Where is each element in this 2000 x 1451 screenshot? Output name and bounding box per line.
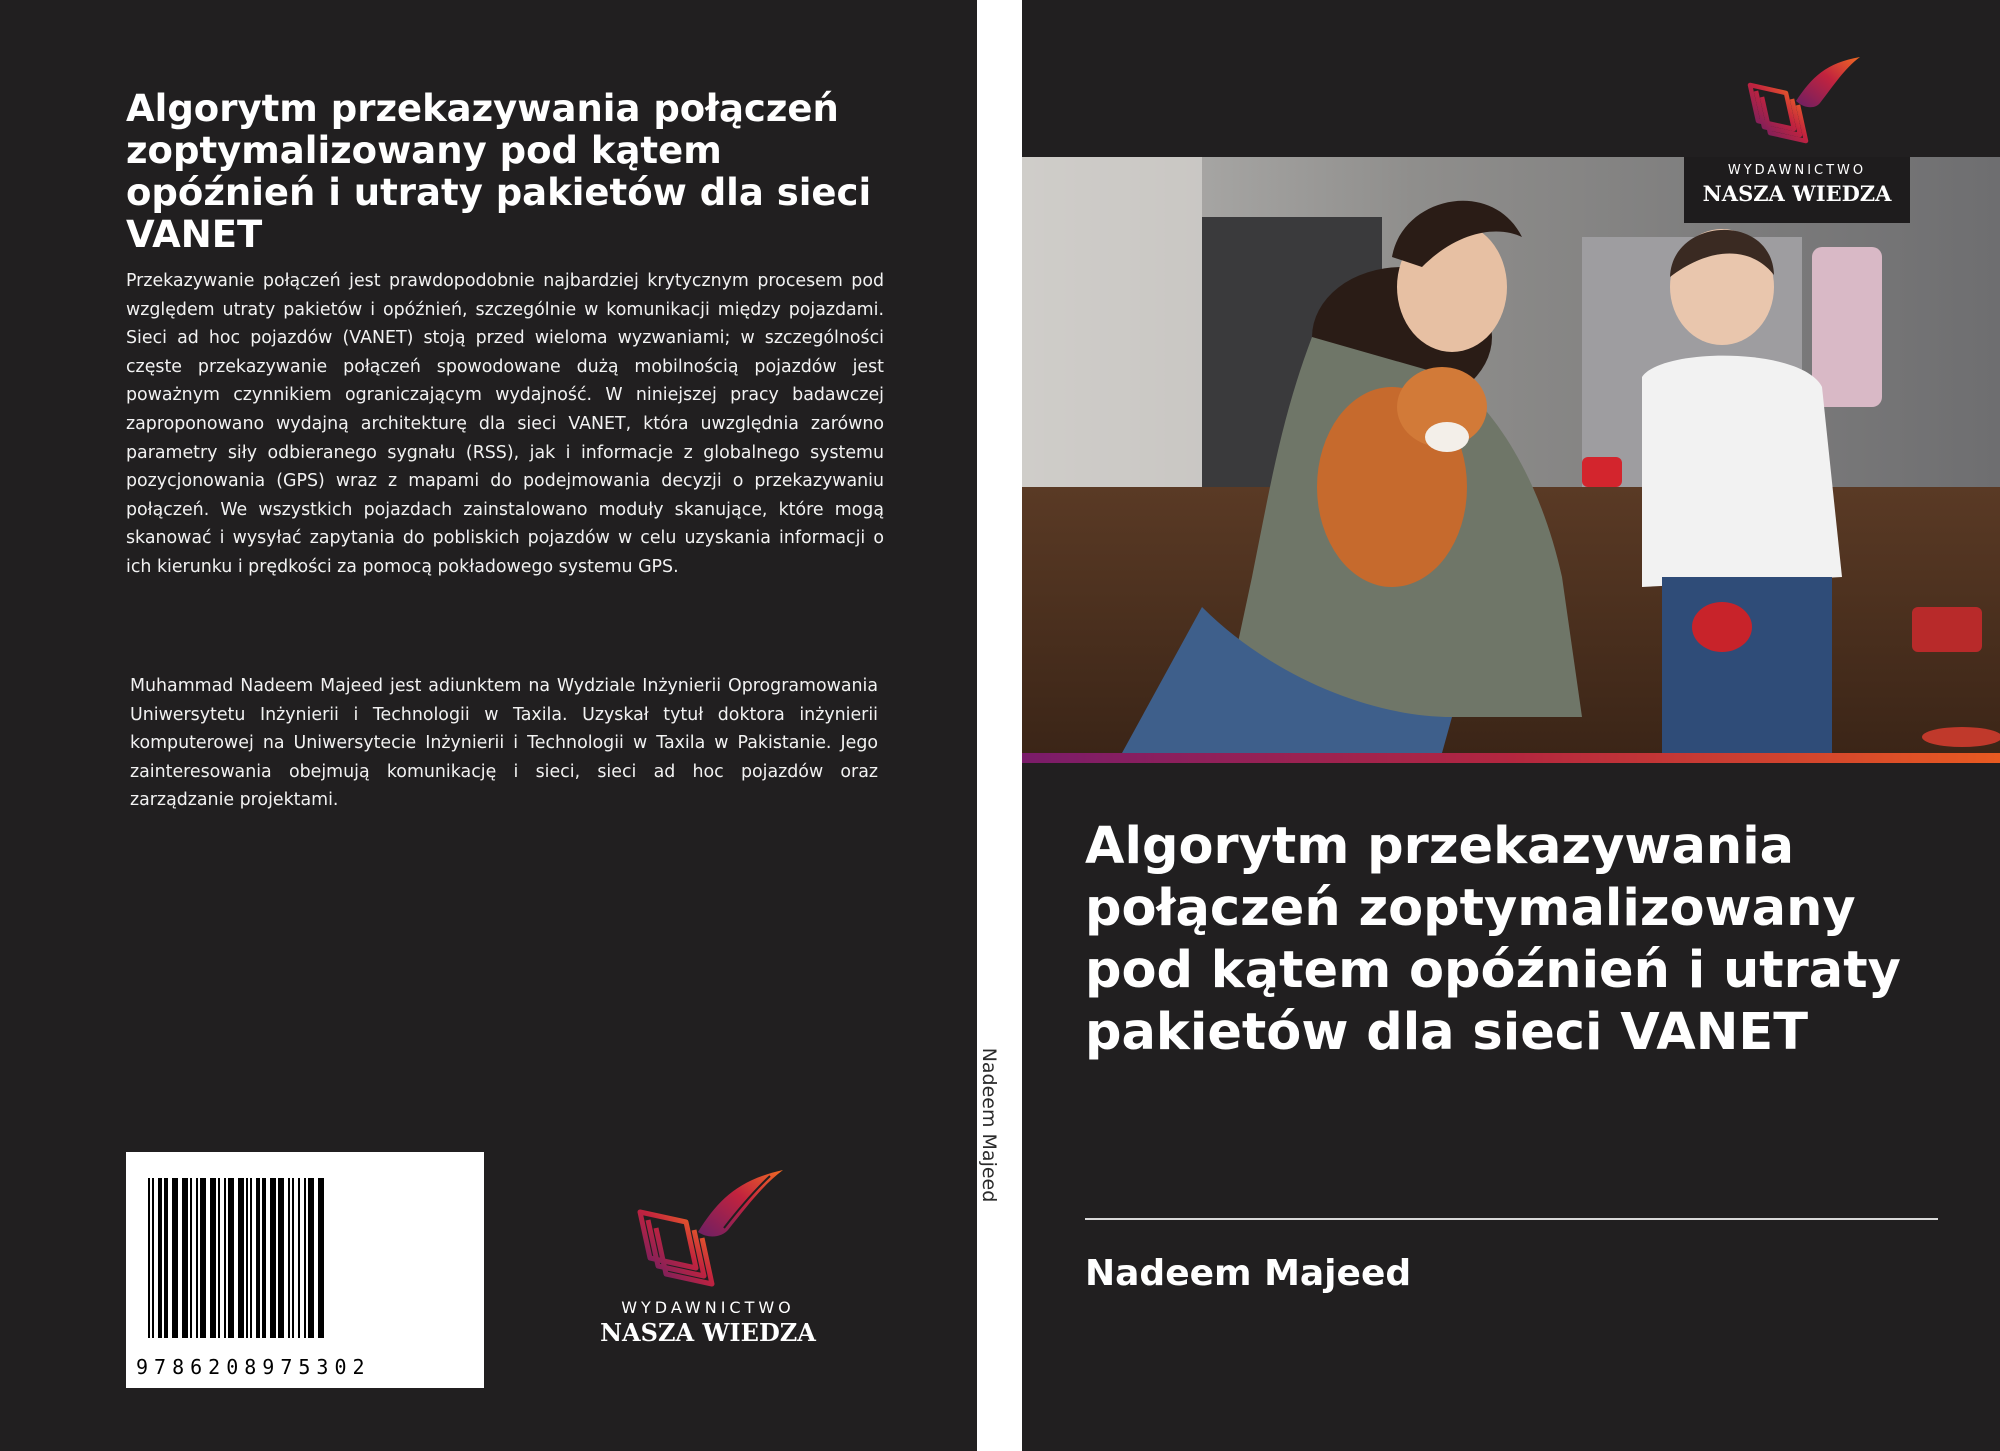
cover-photo [1022, 157, 2000, 753]
barcode-bar [246, 1178, 248, 1338]
barcode-bar [224, 1178, 226, 1338]
publisher-line2: NASZA WIEDZA [600, 1318, 816, 1347]
barcode-bar [270, 1178, 276, 1338]
publisher-line1: WYDAWNICTWO [621, 1298, 795, 1317]
barcode-icon [126, 1152, 484, 1388]
barcode-bar [200, 1178, 206, 1338]
back-cover-title: Algorytm przekazywania połączeń zoptymalizowany pod kątem opóźnień i utraty pakietów dla sieci VANET [126, 87, 872, 256]
spine [977, 0, 1022, 1451]
spine-author: Nadeem Majeed [978, 1047, 1000, 1203]
publisher-line2: NASZA WIEDZA [1702, 181, 1892, 206]
barcode-bar [238, 1178, 244, 1338]
isbn-barcode [126, 1152, 484, 1388]
barcode-bar [278, 1178, 284, 1338]
barcode-bar [304, 1178, 306, 1338]
barcode-bar [318, 1178, 324, 1338]
barcode-bar [172, 1178, 178, 1338]
barcode-bar [292, 1178, 294, 1338]
barcode-bar [152, 1178, 154, 1338]
publisher-logo-back [578, 1160, 838, 1350]
front-cover-author: Nadeem Majeed [1085, 1253, 1412, 1294]
publisher-line1: WYDAWNICTWO [1727, 163, 1867, 178]
barcode-bar [196, 1178, 198, 1338]
front-cover-title: Algorytm przekazywania połączeń zoptymalizowany pod kątem opóźnień i utraty pakietów dla sieci VANET [1085, 817, 1901, 1062]
barcode-bar [256, 1178, 260, 1338]
book-quill-icon [578, 1160, 838, 1310]
accent-bar [1022, 753, 2000, 763]
barcode-bar [298, 1178, 300, 1338]
title-divider [1085, 1218, 1938, 1220]
barcode-bar [308, 1178, 314, 1338]
barcode-bar [262, 1178, 266, 1338]
barcode-bar [158, 1178, 162, 1338]
barcode-bar [182, 1178, 188, 1338]
barcode-bar [210, 1178, 216, 1338]
back-cover-description: Przekazywanie połączeń jest prawdopodobnie najbardziej krytycznym procesem pod względem utraty pakietów i opóźnień, szczególnie w komunikacji między pojazdami. Sieci ad hoc pojazdów (VANET) stoją przed wieloma wyzwaniami; w szczególności częste przekazywanie połączeń spowodowane dużą mobilnością pojazdów jest poważnym czynnikiem ograniczającym wydajność. W niniejszej pracy badawczej zaproponowano wydajną architekturę dla sieci VANET, która uwzględnia zarówno parametry siły odbieranego sygnału (RSS), jak i informacje z globalnego systemu pozycjonowania (GPS) wraz z mapami do podejmowania decyzji o przekazywaniu połączeń. We wszystkich pojazdach zainstalowano moduły skanujące, które mogą skanować i wysyłać zapytania do pobliskich pojazdów w celu uzyskania informacji o ich kierunku i prędkości za pomocą pokładowego systemu GPS. [126, 271, 884, 577]
cover-photo-illustration [1022, 157, 2000, 753]
book-quill-icon [1684, 55, 1910, 165]
barcode-bar [190, 1178, 192, 1338]
barcode-bar [228, 1178, 234, 1338]
barcode-bar [218, 1178, 220, 1338]
publisher-logo-front [1684, 55, 1910, 223]
barcode-bar [250, 1178, 252, 1338]
author-bio: Muhammad Nadeem Majeed jest adiunktem na Wydziale Inżynierii Oprogramowania Uniwersytetu Inżynierii i Technologii w Taxila. Uzyskał tytuł doktora inżynierii komputerowej na Uniwersytecie Inżynierii i Technologii w Taxila w Pakistanie. Jego zainteresowania obejmują komunikację i sieci, sieci ad hoc pojazdów oraz zarządzanie projektami. [130, 676, 878, 811]
barcode-bar [148, 1178, 150, 1338]
isbn-digits: 9786208975302 [136, 1355, 371, 1379]
barcode-bar [164, 1178, 168, 1338]
barcode-bar [288, 1178, 290, 1338]
